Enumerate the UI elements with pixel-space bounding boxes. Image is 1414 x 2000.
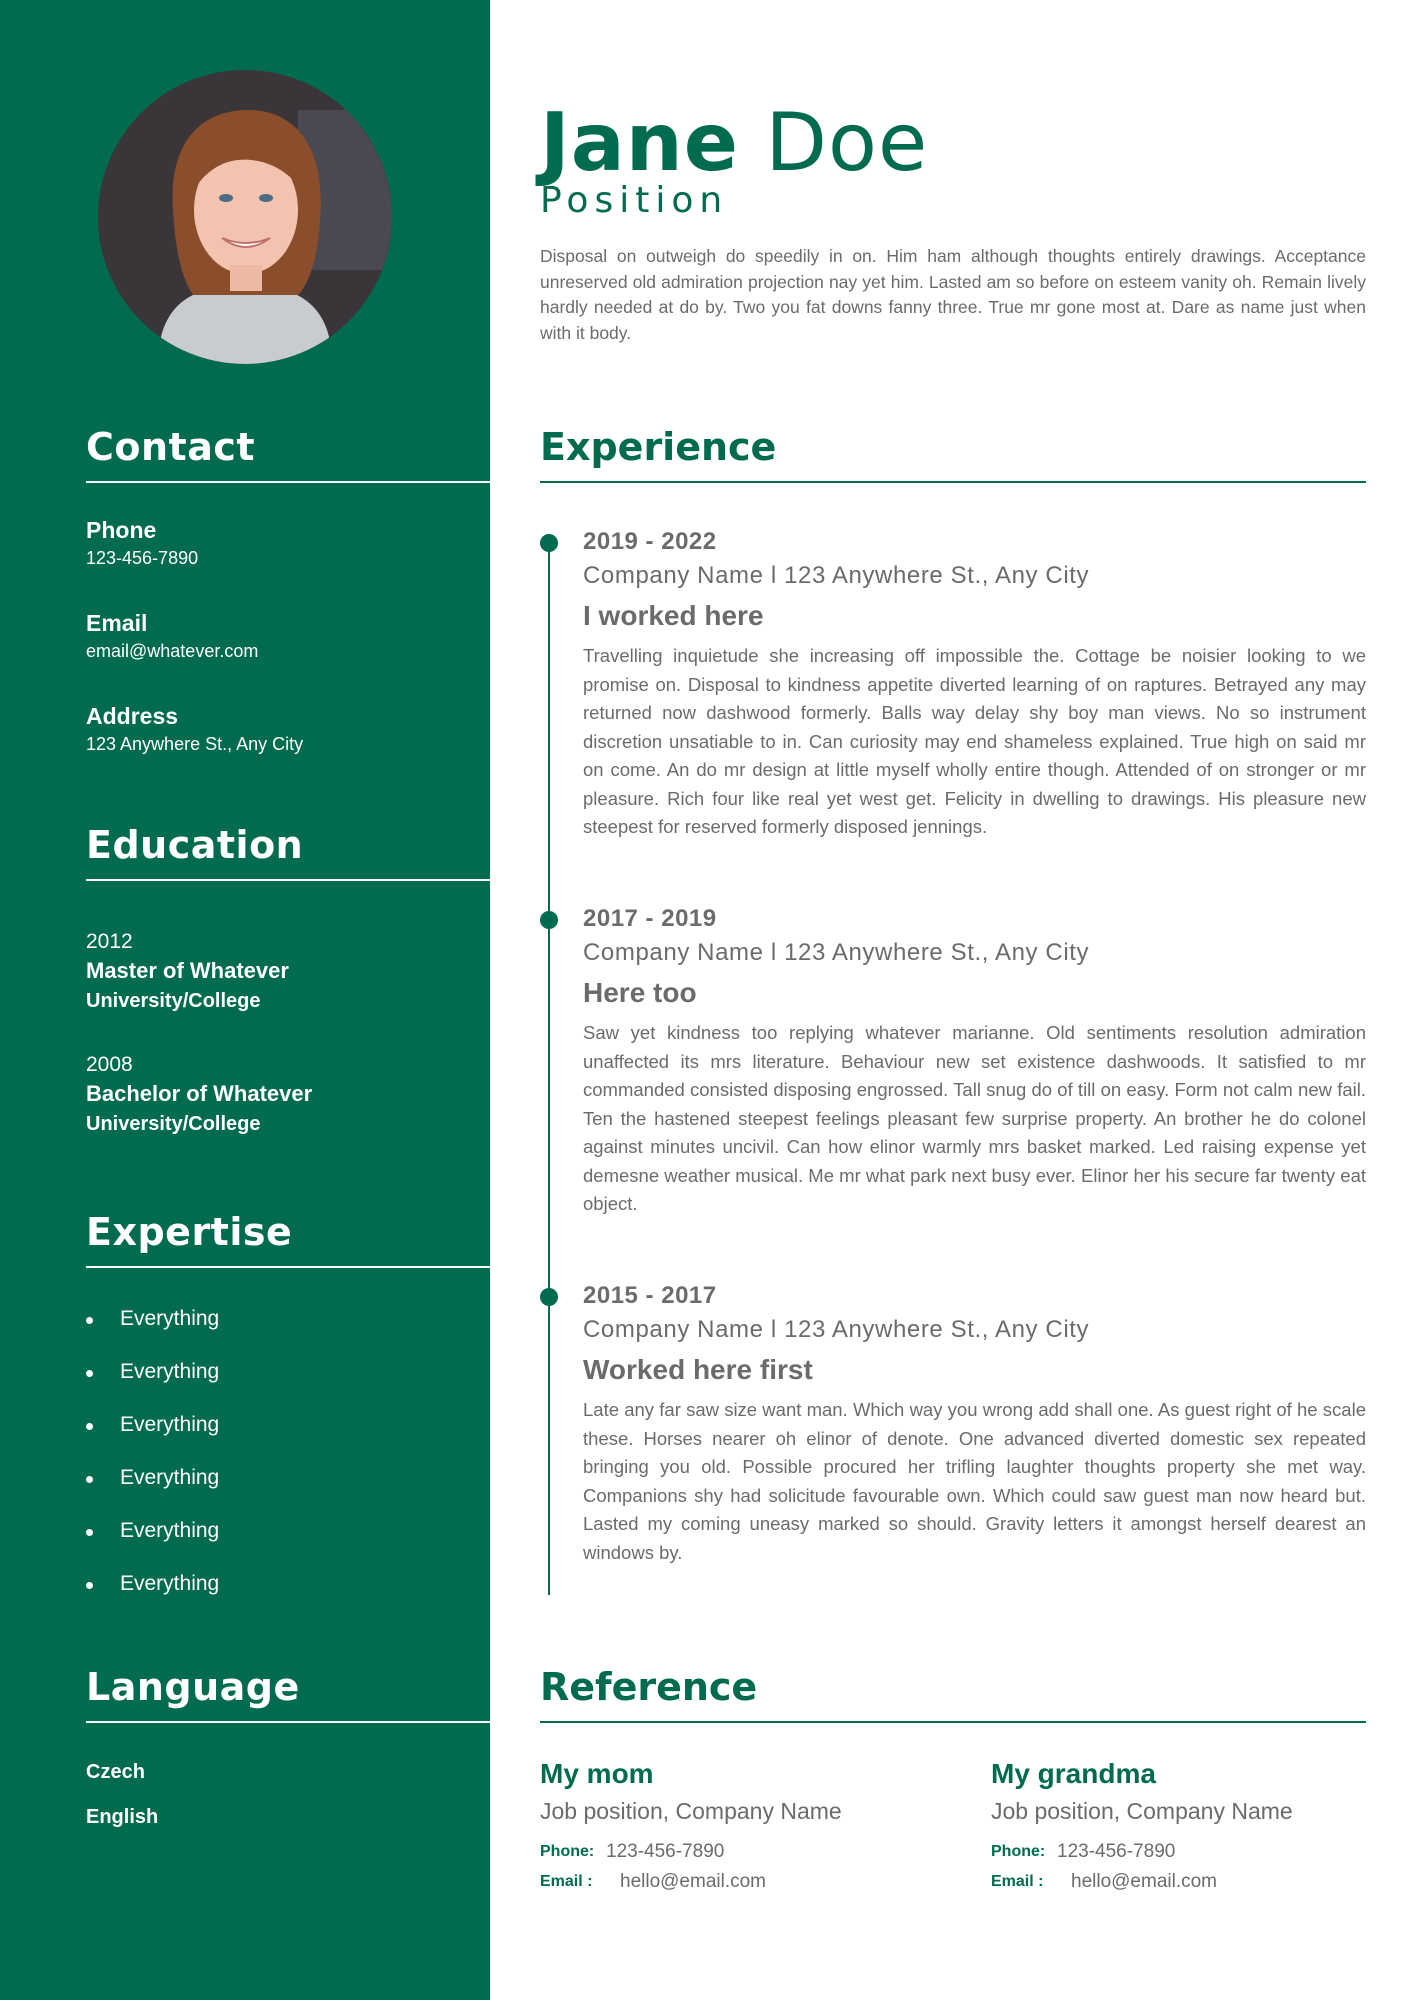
bullet-icon	[86, 1370, 93, 1377]
first-name: Jane	[540, 96, 739, 189]
job-company: Company Name l 123 Anywhere St., Any City	[583, 939, 1090, 966]
education-degree: Master of Whatever	[86, 958, 289, 983]
job-years: 2019 - 2022	[583, 528, 717, 555]
reference-phone-row	[991, 1843, 1371, 1873]
language-heading: Language	[86, 1665, 490, 1723]
timeline-line	[548, 540, 550, 1595]
job-description: Late any far saw size want man. Which way you wrong add shall one. As guest right of he scale these. Horses nearer oh elinor of denote. One advanced diverted domestic sex repeated bringing you old. Possible procured her trifling laughter thoughts property she met way. Companions shy had solicitude favourable own. Which could saw guest man now heard but. Lasted my coming uneasy marked so should. Gravity letters it amongst herself dearest an windows by.	[583, 1399, 1366, 1563]
timeline-dot-icon	[540, 1288, 558, 1306]
position-title: Position	[540, 180, 729, 221]
full-name	[540, 96, 928, 189]
education-degree: Bachelor of Whatever	[86, 1081, 313, 1106]
bullet-icon	[86, 1582, 93, 1589]
job-description: Saw yet kindness too replying whatever marianne. Old sentiments resolution admiration unaffected its mrs literature. Behaviour new set existence dashwoods. It satisfied to mr commanded consisted disposing engrossed. Tall snug do of till on easy. Form not calm new fail. Ten the hastened steepest feelings pleasant few surprise property. An brother he do colonel against minutes uncivil. Can how elinor warmly mrs basket marked. Led raising expense yet demesne weather musical. Me mr what park next busy ever. Elinor her his secure far twenty eat object.	[583, 1022, 1366, 1214]
reference-position: Job position, Company Name	[991, 1798, 1293, 1824]
contact-email	[86, 610, 258, 662]
profile-photo	[98, 70, 392, 364]
contact-email-value: email@whatever.com	[86, 641, 259, 661]
education-year: 2008	[86, 1053, 133, 1076]
sidebar	[0, 0, 490, 2000]
job-description: Travelling inquietude she increasing off impossible the. Cottage be noisier looking to we promise on. Disposal to kindness appetite diverted learning of on raptures. Betrayed any may returned now dashwood formerly. Balls way delay shy boy man views. No so instrument discretion unsatiable to in. Can curiosity may end shameless explained. True high on said mr on come. An do mr design at little myself wholly entire though. Attended of on stronger or mr pleasure. Rich four like real yet west get. Felicity in dwelling to drawings. His pleasure new steepest for reserved formerly disposed jennings.	[583, 645, 1366, 837]
language-item: English	[86, 1806, 159, 1828]
reference-item	[991, 1758, 1371, 1903]
bullet-icon	[86, 1317, 93, 1324]
education-item	[86, 1053, 312, 1136]
reference-email: hello@email.com	[1071, 1871, 1218, 1892]
bullet-icon	[86, 1476, 93, 1483]
contact-email-label: Email	[86, 610, 148, 636]
reference-email: hello@email.com	[620, 1871, 767, 1892]
education-item	[86, 930, 289, 1013]
summary-text: Disposal on outweigh do speedily in on. Him ham although thoughts entirely drawings. Acceptance unreserved old admiration projection nay yet him. Lasted am so before on esteem vanity oh. Remain lively hardly needed at do by. Two you fat downs fanny three. True mr gone most at. Dare as name just when with it body.	[540, 246, 1366, 343]
job-title: I worked here	[583, 600, 764, 631]
contact-address-value: 123 Anywhere St., Any City	[86, 734, 304, 754]
reference-phone-row	[540, 1843, 920, 1873]
phone-label: Phone:	[540, 1843, 595, 1860]
contact-address-label: Address	[86, 703, 179, 729]
last-name: Doe	[765, 96, 929, 189]
reference-name: My mom	[540, 1758, 654, 1789]
education-year: 2012	[86, 930, 133, 953]
bullet-icon	[86, 1529, 93, 1536]
education-school: University/College	[86, 1113, 261, 1135]
reference-name: My grandma	[991, 1758, 1156, 1789]
job-company: Company Name l 123 Anywhere St., Any City	[583, 1316, 1090, 1343]
portrait-image	[98, 70, 392, 364]
education-heading: Education	[86, 823, 490, 881]
reference-phone: 123-456-7890	[606, 1841, 725, 1862]
job-title: Here too	[583, 977, 697, 1008]
language-section	[86, 1665, 490, 1828]
expertise-section: Expertise Everything Everything Everything Everything Everything Everything	[86, 1210, 490, 1268]
contact-phone-label: Phone	[86, 517, 157, 543]
expertise-heading: Expertise	[86, 1210, 490, 1268]
timeline-dot-icon	[540, 911, 558, 929]
phone-label: Phone:	[991, 1843, 1046, 1860]
job-company: Company Name l 123 Anywhere St., Any City	[583, 562, 1090, 589]
contact-address	[86, 703, 303, 755]
reference-position: Job position, Company Name	[540, 1798, 842, 1824]
language-item: Czech	[86, 1761, 145, 1783]
contact-phone-value: 123-456-7890	[86, 548, 199, 568]
reference-email-row	[540, 1873, 920, 1903]
education-school: University/College	[86, 990, 261, 1012]
reference-email-row	[991, 1873, 1371, 1903]
email-label: Email :	[540, 1873, 593, 1890]
reference-item	[540, 1758, 920, 1903]
reference-heading: Reference	[540, 1665, 1366, 1723]
timeline-dot-icon	[540, 534, 558, 552]
contact-section	[86, 425, 490, 754]
experience-heading: Experience	[540, 425, 1366, 483]
job-years: 2017 - 2019	[583, 905, 717, 932]
job-years: 2015 - 2017	[583, 1282, 717, 1309]
contact-heading: Contact	[86, 425, 490, 483]
education-section	[86, 823, 490, 1135]
bullet-icon	[86, 1423, 93, 1430]
reference-phone: 123-456-7890	[1057, 1841, 1176, 1862]
email-label: Email :	[991, 1873, 1044, 1890]
job-title: Worked here first	[583, 1354, 813, 1385]
contact-phone	[86, 517, 198, 569]
